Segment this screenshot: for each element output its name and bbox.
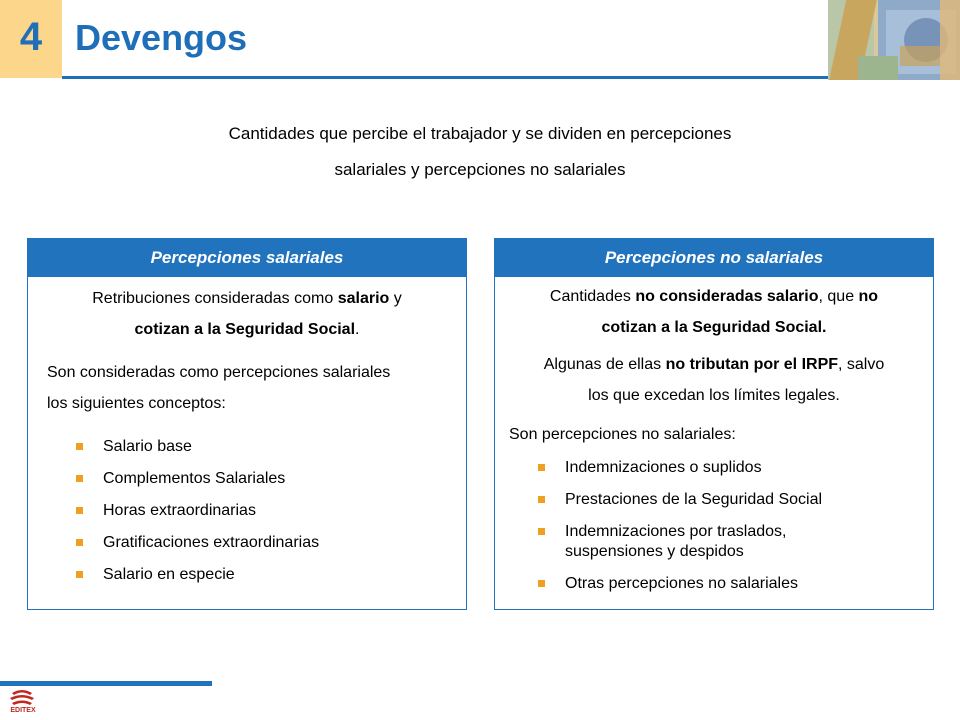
list-item-label: Gratificaciones extraordinarias	[103, 534, 320, 551]
salariales-list	[28, 437, 466, 585]
no-salariales-list	[495, 458, 933, 594]
list-item	[76, 533, 466, 553]
square-bullet-icon	[538, 464, 545, 471]
square-bullet-icon	[76, 443, 83, 450]
list-item	[76, 437, 466, 457]
square-bullet-icon	[76, 539, 83, 546]
square-bullet-icon	[538, 496, 545, 503]
section-number: 4	[19, 15, 43, 59]
definition-emphasis: cotizan a la Seguridad Social.	[601, 319, 827, 336]
intro-text	[120, 116, 840, 188]
list-item-label: Salario base	[103, 438, 192, 455]
list-item-label: Salario en especie	[103, 566, 235, 583]
no-salariales-panel	[494, 238, 934, 610]
square-bullet-icon	[538, 580, 545, 587]
intro-line-2: salariales y percepciones no salariales	[334, 160, 626, 179]
intro-line-1: Cantidades que percibe el trabajador y se dividen en percepciones	[228, 124, 732, 143]
no-salariales-definition	[495, 281, 933, 343]
definition-text: Retribuciones consideradas como	[92, 290, 338, 307]
title-underline	[62, 76, 832, 79]
list-item-label: Complementos Salariales	[103, 470, 286, 487]
definition-text: y	[389, 290, 402, 307]
list-item	[538, 574, 933, 594]
square-bullet-icon	[76, 571, 83, 578]
salariales-definition	[28, 283, 466, 345]
salariales-intro-line-1: Son consideradas como percepciones salariales	[47, 364, 391, 381]
section-number-box	[0, 0, 62, 78]
salariales-heading: Percepciones salariales	[28, 239, 466, 277]
square-bullet-icon	[76, 475, 83, 482]
irpf-text: los que excedan los límites legales.	[588, 387, 840, 404]
no-salariales-heading: Percepciones no salariales	[495, 239, 933, 277]
irpf-note	[495, 349, 933, 411]
list-item	[76, 501, 466, 521]
list-item-label: Horas extraordinarias	[103, 502, 256, 519]
list-item	[538, 458, 933, 478]
irpf-emphasis: no tributan por el IRPF	[665, 356, 839, 373]
definition-emphasis: salario	[337, 290, 390, 307]
salariales-intro-line-2: los siguientes conceptos:	[47, 395, 226, 412]
list-item	[76, 565, 466, 585]
list-item	[538, 522, 933, 562]
salariales-intro	[28, 357, 466, 419]
footer-rule	[0, 681, 212, 686]
list-item-label: suspensiones y despidos	[565, 543, 744, 560]
euro-banknote-image	[828, 0, 960, 80]
definition-text: Cantidades	[549, 288, 636, 305]
no-salariales-intro: Son percepciones no salariales:	[509, 426, 736, 443]
definition-emphasis: no consideradas salario	[635, 288, 819, 305]
irpf-text: , salvo	[838, 356, 885, 373]
logo-text: EDITEX	[10, 707, 36, 714]
list-item-label: Otras percepciones no salariales	[565, 575, 799, 592]
definition-emphasis: no	[858, 288, 879, 305]
list-item-label: Indemnizaciones o suplidos	[565, 459, 762, 476]
square-bullet-icon	[538, 528, 545, 535]
list-item-label: Indemnizaciones por traslados,	[565, 523, 787, 540]
irpf-text: Algunas de ellas	[543, 356, 666, 373]
editex-logo-icon	[6, 689, 38, 707]
page-title: Devengos	[75, 17, 248, 58]
square-bullet-icon	[76, 507, 83, 514]
salariales-panel	[27, 238, 467, 610]
list-item-label: Prestaciones de la Seguridad Social	[565, 491, 823, 508]
list-item	[76, 469, 466, 489]
list-item	[538, 490, 933, 510]
definition-emphasis: cotizan a la Seguridad Social	[134, 321, 356, 338]
definition-text: .	[355, 321, 360, 338]
definition-text: , que	[818, 288, 859, 305]
editex-logo	[6, 689, 38, 717]
